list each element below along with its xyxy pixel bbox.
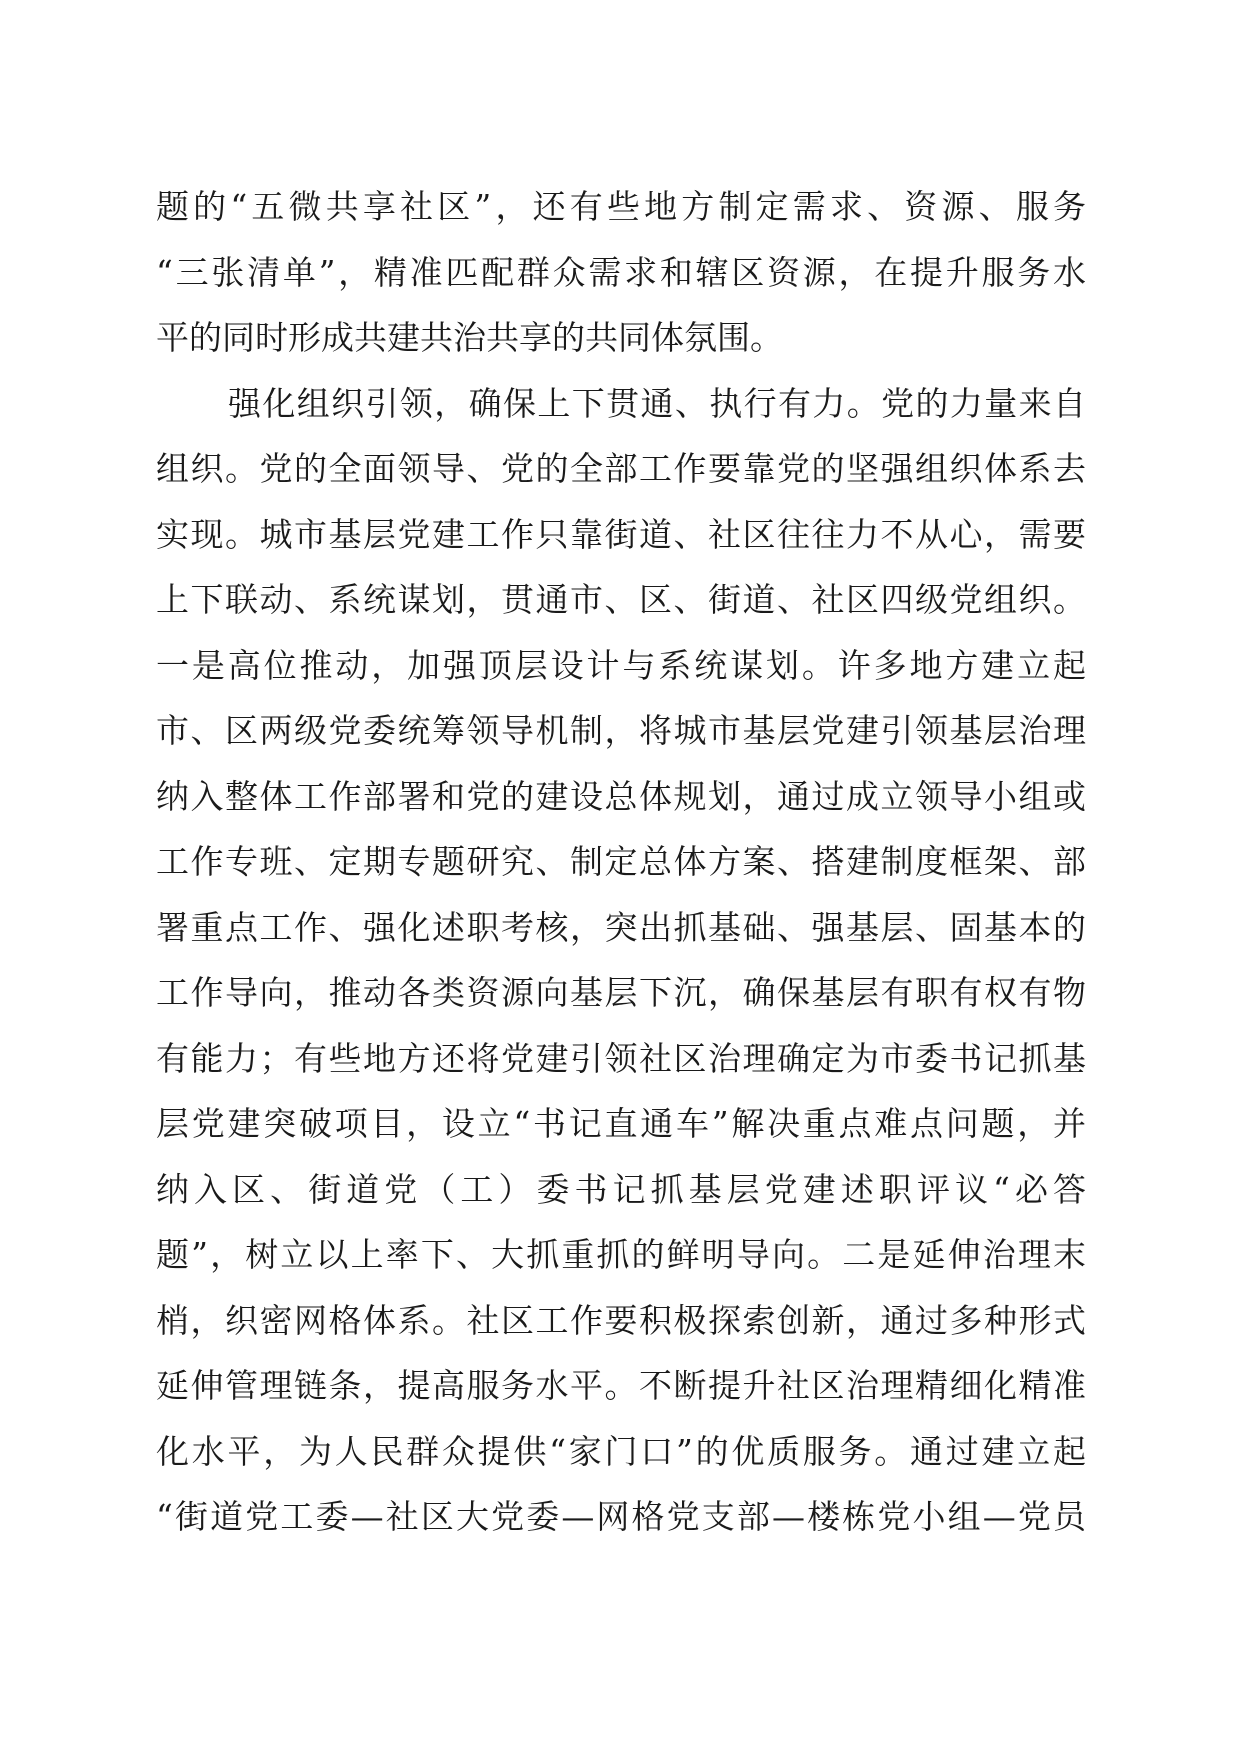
text-line: 实现。城市基层党建工作只靠街道、社区往往力不从心，需要 [156, 514, 1086, 554]
text-line: 梢，织密网格体系。社区工作要积极探索创新，通过多种形式 [156, 1300, 1086, 1340]
text-line: 纳入整体工作部署和党的建设总体规划，通过成立领导小组或 [156, 776, 1086, 816]
text-line: 市、区两级党委统筹领导机制，将城市基层党建引领基层治理 [156, 711, 1086, 750]
text-line: “街道党工委—社区大党委—网格党支部—楼栋党小组—党员 [156, 1497, 1086, 1536]
body-text [156, 174, 1086, 1550]
text-line: 署重点工作、强化述职考核，突出抓基础、强基层、固基本的 [156, 907, 1086, 947]
paragraph-start-line: 强化组织引领，确保上下贯通、执行有力。党的力量来自 [228, 383, 1086, 423]
text-line: 题”，树立以上率下、大抓重抓的鲜明导向。二是延伸治理末 [156, 1235, 1086, 1274]
text-line: 工作专班、定期专题研究、制定总体方案、搭建制度框架、部 [156, 842, 1086, 881]
text-line: 层党建突破项目，设立“书记直通车”解决重点难点问题，并 [156, 1104, 1086, 1143]
text-line: “三张清单”，精准匹配群众需求和辖区资源，在提升服务水 [156, 252, 1086, 292]
text-line: 化水平，为人民群众提供“家门口”的优质服务。通过建立起 [156, 1431, 1086, 1471]
text-line: 题的“五微共享社区”，还有些地方制定需求、资源、服务 [156, 187, 1086, 226]
text-line: 上下联动、系统谋划，贯通市、区、街道、社区四级党组织。 [156, 580, 1086, 619]
text-line: 组织。党的全面领导、党的全部工作要靠党的坚强组织体系去 [156, 449, 1086, 488]
text-line: 有能力；有些地方还将党建引领社区治理确定为市委书记抓基 [156, 1038, 1086, 1078]
text-line: 一是高位推动，加强顶层设计与系统谋划。许多地方建立起 [156, 645, 1086, 685]
text-line: 延伸管理链条，提高服务水平。不断提升社区治理精细化精准 [156, 1366, 1086, 1405]
text-line: 工作导向，推动各类资源向基层下沉，确保基层有职有权有物 [156, 973, 1086, 1012]
text-line: 纳入区、街道党（工）委书记抓基层党建述职评议“必答 [156, 1169, 1086, 1209]
text-line: 平的同时形成共建共治共享的共同体氛围。 [156, 318, 783, 357]
